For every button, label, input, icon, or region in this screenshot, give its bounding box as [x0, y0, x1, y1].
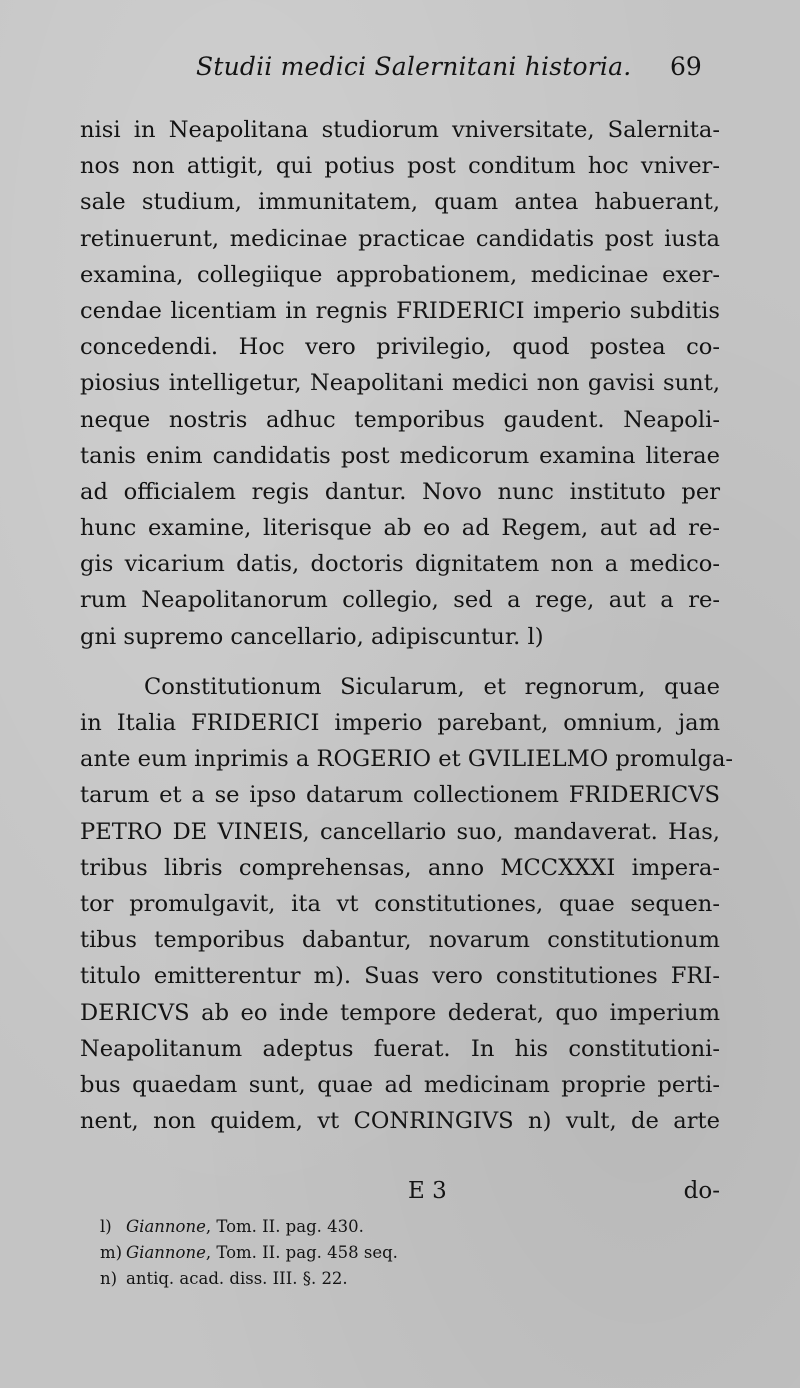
footnote-reference: antiq. acad. diss. III. §. 22. — [126, 1269, 348, 1288]
footnote — [100, 1266, 660, 1292]
text-line: nos non attigit, qui potius post conditum hoc vniver- — [80, 153, 720, 180]
text-line: PETRO DE VINEIS, cancellario suo, mandaverat. Has, — [80, 818, 720, 845]
text-line: Constitutionum Sicularum, et regnorum, quae — [144, 673, 720, 700]
text-line: ante eum inprimis a ROGERIO et GVILIELMO promulga- — [80, 746, 734, 773]
page-number: 69 — [670, 52, 702, 81]
text-line: gni supremo cancellario, adipiscuntur. l) — [80, 623, 544, 650]
footnote-reference: , Tom. II. pag. 458 seq. — [205, 1243, 398, 1262]
text-line: ad officialem regis dantur. Novo nunc instituto per — [80, 478, 720, 505]
text-line: examina, collegiique approbationem, medicinae exer- — [80, 261, 720, 288]
text-line: bus quaedam sunt, quae ad medicinam proprie perti- — [80, 1071, 720, 1098]
text-line: concedendi. Hoc vero privilegio, quod postea co- — [80, 334, 720, 361]
paragraph-gap — [80, 655, 720, 669]
text-line: nisi in Neapolitana studiorum vniversitate, Salernita- — [80, 117, 720, 143]
text-line: nent, non quidem, vt CONRINGIVS n) vult, de arte — [80, 1108, 720, 1135]
page-header — [0, 52, 800, 92]
footnote-text — [126, 1217, 364, 1236]
footnote-mark: n) — [100, 1269, 118, 1288]
footnote-source: Giannone — [126, 1217, 206, 1236]
footnotes — [100, 1214, 660, 1292]
footnote-mark: m) — [100, 1243, 123, 1262]
text-line: tanis enim candidatis post medicorum examina literae — [80, 442, 720, 469]
catchword: do- — [683, 1178, 720, 1204]
footnote — [100, 1214, 660, 1240]
text-line: tribus libris comprehensas, anno MCCXXXI impera- — [80, 854, 720, 881]
text-line: retinuerunt, medicinae practicae candidatis post iusta — [80, 225, 720, 252]
text-line: neque nostris adhuc temporibus gaudent. Neapoli- — [80, 406, 720, 433]
text-line: tor promulgavit, ita vt constitutiones, quae sequen- — [80, 890, 720, 917]
footnote-source: Giannone — [126, 1243, 206, 1262]
text-line: titulo emitterentur m). Suas vero constitutiones FRI- — [80, 963, 720, 990]
text-line: sale studium, immunitatem, quam antea habuerant, — [80, 189, 720, 216]
text-line: rum Neapolitanorum collegio, sed a rege, aut a re- — [80, 587, 720, 614]
signature-row — [80, 1178, 720, 1210]
text-line: hunc examine, literisque ab eo ad Regem, aut ad re- — [80, 515, 720, 542]
text-line: gis vicarium datis, doctoris dignitatem non a medico- — [80, 551, 720, 578]
text-line: tarum et a se ipso datarum collectionem FRIDERICVS — [80, 782, 720, 809]
text-line: Neapolitanum adeptus fuerat. In his constitutioni- — [80, 1035, 720, 1062]
text-line: in Italia FRIDERICI imperio parebant, omnium, jam — [80, 710, 720, 736]
running-title: Studii medici Salernitani historia. — [196, 52, 632, 81]
signature-mark: E 3 — [408, 1178, 447, 1204]
footnote-reference: , Tom. II. pag. 430. — [205, 1217, 364, 1236]
text-line: piosius intelligetur, Neapolitani medici non gavisi sunt, — [80, 370, 720, 397]
body-text — [80, 112, 734, 1139]
text-line: DERICVS ab eo inde tempore dederat, quo imperium — [80, 999, 720, 1026]
footnote-text — [126, 1269, 348, 1288]
text-line: cendae licentiam in regnis FRIDERICI imperio subditis — [80, 297, 720, 324]
footnote — [100, 1240, 660, 1266]
text-line: tibus temporibus dabantur, novarum constitutionum — [80, 927, 720, 954]
footnote-mark: l) — [100, 1217, 112, 1236]
footnote-text — [126, 1243, 398, 1262]
